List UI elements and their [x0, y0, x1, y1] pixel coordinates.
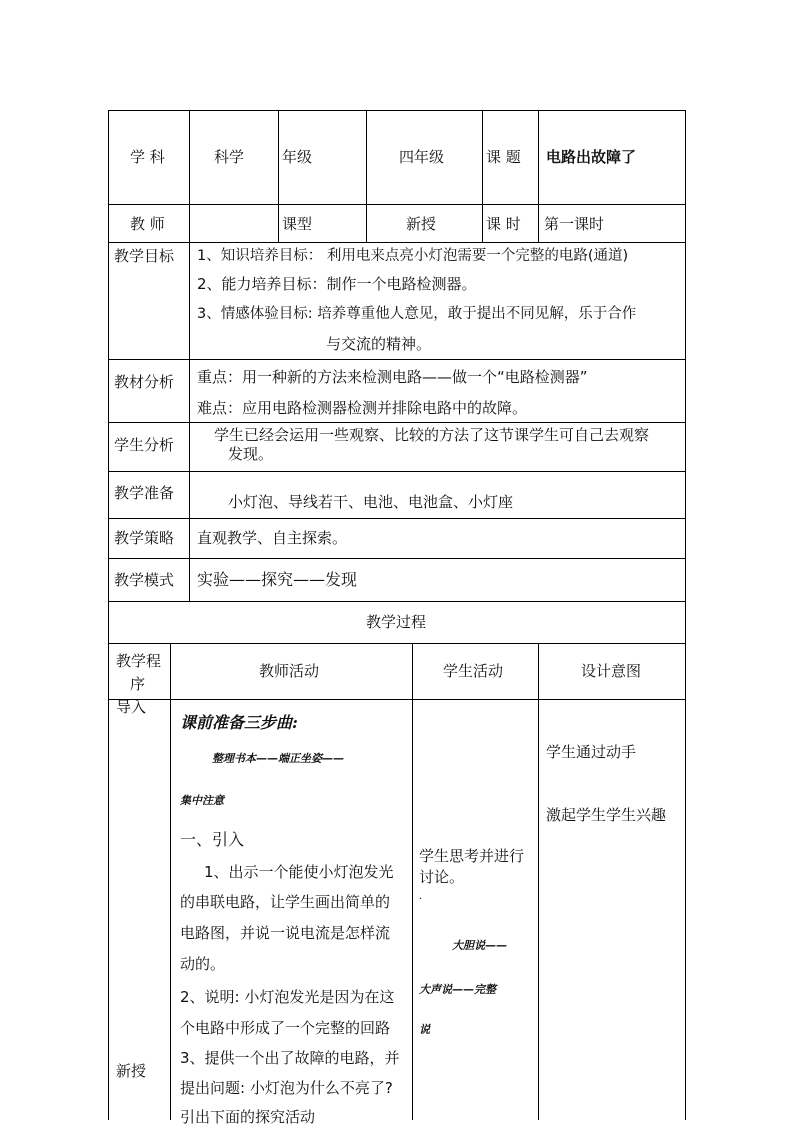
student-activity-line: 讨论。 — [419, 868, 465, 886]
goals-label: 教学目标 — [114, 247, 175, 265]
design-intent-line: 学生通过动手 — [546, 743, 637, 761]
prep-steps: 集中注意 — [180, 794, 224, 807]
table-border-left — [108, 110, 109, 1120]
teacher-activity-line: 动的。 — [180, 955, 226, 973]
type-value: 新授 — [406, 215, 437, 233]
row-divider — [108, 204, 686, 205]
goals-line: 2、能力培养目标：制作一个电路检测器。 — [197, 275, 477, 293]
student-activity-line: 学生思考并进行 — [419, 847, 525, 865]
students-text: 学生已经会运用一些观察、比较的方法了这节课学生可自己去观察 — [214, 426, 650, 444]
materials-difficulty: 难点：应用电路检测器检测并排除电路中的故障。 — [197, 399, 528, 417]
col-procedure-header: 教学程 — [116, 652, 162, 670]
col-divider — [538, 643, 539, 1120]
teacher-activity-line: 引出下面的探究活动 — [180, 1108, 316, 1126]
row-divider — [108, 518, 686, 519]
col-teacher-header: 教师活动 — [259, 662, 320, 680]
teacher-activity-line: 的串联电路，让学生画出简单的 — [180, 893, 391, 911]
row-divider — [108, 242, 686, 243]
row-divider — [108, 558, 686, 559]
goals-line: 与交流的精神。 — [326, 335, 432, 353]
lesson-plan-table — [108, 110, 686, 1126]
col-divider — [189, 110, 190, 242]
row-divider — [108, 643, 686, 644]
teacher-activity-line: 1、出示一个能使小灯泡发光 — [204, 863, 394, 881]
teacher-activity-line: 电路图，并说一说电流是怎样流 — [180, 924, 391, 942]
mode-label: 教学模式 — [114, 571, 175, 589]
col-divider — [278, 110, 279, 242]
student-activity-dot: · — [419, 894, 423, 905]
subject-value: 科学 — [214, 148, 245, 166]
prep-label: 教学准备 — [114, 484, 175, 502]
teacher-activity-line: 2、说明: 小灯泡发光是因为在这 — [180, 988, 395, 1006]
step-new: 新授 — [116, 1062, 147, 1080]
intro-section-title: 一、引入 — [180, 830, 245, 849]
goals-line: 1、知识培养目标： 利用电来点亮小灯泡需要一个完整的电路(通道) — [197, 248, 629, 264]
teacher-activity-line: 3、提供一个出了故障的电路，并 — [180, 1049, 400, 1067]
strategy-text: 直观教学、自主探索。 — [197, 529, 348, 547]
topic-label: 课 题 — [486, 148, 521, 166]
subject-label: 学 科 — [130, 148, 165, 166]
mode-text: 实验——探究——发现 — [197, 570, 358, 589]
col-procedure-header: 序 — [130, 675, 146, 693]
prep-steps-title: 课前准备三步曲: — [180, 713, 298, 732]
grade-label: 年级 — [282, 148, 313, 166]
col-divider — [412, 643, 413, 1120]
teacher-activity-line: 个电路中形成了一个完整的回路 — [180, 1019, 391, 1037]
row-divider — [108, 359, 686, 360]
period-label: 课 时 — [486, 215, 521, 233]
col-student-header: 学生活动 — [443, 662, 504, 680]
col-divider — [170, 643, 171, 1120]
prep-steps: 整理书本——端正坐姿—— — [212, 752, 344, 765]
strategy-label: 教学策略 — [114, 529, 175, 547]
row-divider — [108, 601, 686, 602]
materials-label: 教材分析 — [114, 373, 175, 391]
row-divider — [108, 422, 686, 423]
design-intent-line: 激起学生学生兴趣 — [546, 806, 667, 824]
students-text: 发现。 — [228, 445, 274, 463]
table-border-right — [685, 110, 686, 1120]
grade-value: 四年级 — [399, 148, 445, 166]
col-divider — [482, 110, 483, 242]
student-activity-line: 大声说——完整 — [419, 983, 496, 996]
step-intro: 导入 — [116, 698, 147, 716]
teacher-label: 教 师 — [130, 215, 165, 233]
row-divider — [108, 699, 686, 700]
period-value: 第一课时 — [544, 215, 605, 233]
goals-line: 3、情感体验目标: 培养尊重他人意见，敢于提出不同见解，乐于合作 — [197, 306, 637, 322]
topic-value: 电路出故障了 — [546, 148, 637, 166]
row-divider — [108, 471, 686, 472]
col-divider — [366, 110, 367, 242]
student-activity-line: 大胆说—— — [452, 939, 507, 952]
process-title: 教学过程 — [366, 613, 427, 631]
col-divider — [538, 110, 539, 242]
col-divider — [189, 242, 190, 601]
type-label: 课型 — [282, 215, 313, 233]
student-activity-line: 说 — [419, 1023, 430, 1036]
students-label: 学生分析 — [114, 436, 175, 454]
teacher-activity-line: 提出问题: 小灯泡为什么不亮了? — [180, 1079, 393, 1097]
prep-text: 小灯泡、导线若干、电池、电池盒、小灯座 — [228, 493, 514, 511]
table-border-top — [108, 110, 686, 111]
materials-key-point: 重点：用一种新的方法来检测电路——做一个“电路检测器” — [197, 368, 588, 386]
col-design-header: 设计意图 — [581, 662, 642, 680]
